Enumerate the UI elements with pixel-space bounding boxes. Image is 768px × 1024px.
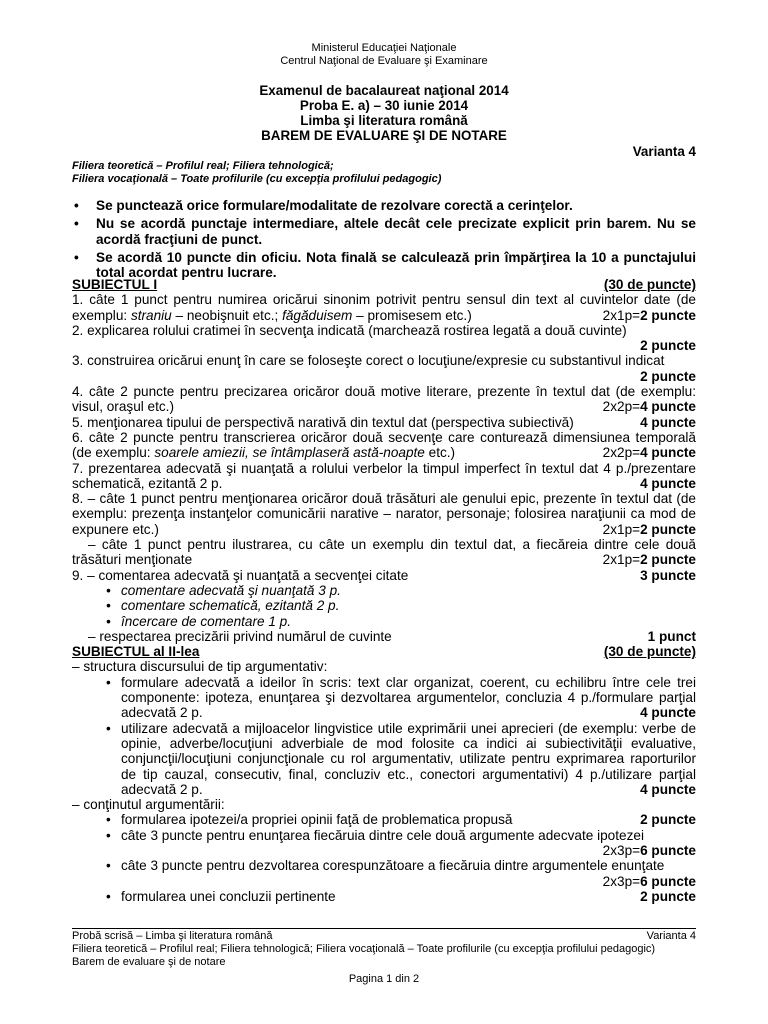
content-bullet-4: • formularea unei concluzii pertinente 2 puncte bbox=[72, 889, 696, 904]
page-footer bbox=[72, 928, 696, 969]
content-label: – conţinutul argumentării: bbox=[72, 797, 225, 813]
content-bullet-3: • câte 3 puncte pentru dezvoltarea corespunzătoare a fiecăruia dintre argumentele enunţate 2x3p=6 puncte bbox=[72, 858, 696, 889]
content-bullet-2: • câte 3 puncte pentru enunţarea fiecăruia dintre cele două argumente adecvate ipotezei 2x3p=6 puncte bbox=[72, 828, 696, 859]
footer-barem: Barem de evaluare şi de notare bbox=[72, 956, 226, 968]
item-4: 4. câte 2 puncte pentru precizarea oricăror două motive literare, prezente în textul dat (de exemplu: visul, oraşul etc.) 2x2p=4 puncte bbox=[72, 384, 696, 415]
exam-barem: BAREM DE EVALUARE ŞI DE NOTARE bbox=[261, 128, 507, 143]
content-bullet-1: • formularea ipotezei/a propriei opinii faţă de problematica propusă 2 puncte bbox=[72, 812, 696, 827]
exam-proba: Proba E. a) – 30 iunie 2014 bbox=[299, 98, 469, 113]
item-9-bullet: • comentare adecvată şi nuanţată 3 p. bbox=[72, 583, 696, 598]
section-title: SUBIECTUL I bbox=[72, 277, 158, 292]
rule-item: • Se acordă 10 puncte din oficiu. Nota finală se calculează prin împărţirea la 10 a punctajului total acordat pentru lucrare. bbox=[72, 250, 696, 281]
item-9-bullet: • încercare de comentare 1 p. bbox=[72, 614, 696, 629]
page-number: Pagina 1 din 2 bbox=[348, 973, 420, 985]
item-1: 1. câte 1 punct pentru numirea oricărui sinonim potrivit pentru sensul din text al cuvintelor date (de exemplu: straniu – neobişnuit etc.; făgăduisem – promisesem etc.) 2x1p=2 puncte bbox=[72, 292, 696, 323]
exam-subject: Limba şi literatura română bbox=[300, 113, 468, 128]
exam-title: Examenul de bacalaureat naţional 2014 bbox=[259, 83, 509, 98]
item-3: 3. construirea oricărui enunţ în care se foloseşte corect o locuţiune/expresie cu substantivul indicat 2 puncte bbox=[72, 353, 696, 384]
item-9: 9. – comentarea adecvată şi nuanţată a secvenţei citate 3 puncte bbox=[72, 567, 696, 583]
section-points: (30 de puncte) bbox=[603, 644, 696, 660]
rule-item: • Nu se acordă punctaje intermediare, altele decât cele precizate explicit prin barem. Nu se acordă fracţiuni de punct. bbox=[72, 216, 696, 247]
footer-exam: Probă scrisă – Limba şi literatura română bbox=[72, 930, 273, 942]
ministry-name: Ministerul Educaţiei Naţionale bbox=[311, 42, 457, 54]
item-6: 6. câte 2 puncte pentru transcrierea oricăror două secvenţe care conturează dimensiunea temporală (de exemplu: soarele amiezii, se întâmplaseră astă-noapte etc.) 2x2p=4 puncte bbox=[72, 429, 696, 461]
footer-variant: Varianta 4 bbox=[646, 930, 696, 942]
structure-bullet-2: • utilizare adecvată a mijloacelor lingvistice utile exprimării unei aprecieri (de exemplu: verbe de opinie, adverbe/locuţiuni adverbiale de mod folosite ca indici ai subiectivităţii evaluative, conjuncţii/locuţiuni conjuncţionale cu rol argumentativ, utilizate pentru exprimarea raporturilor de tip cauzal, consecutiv, final, concluziv etc., conectori argumentativi) 4 p./utilizare parţial adecvată 2 p. 4 puncte bbox=[72, 721, 696, 797]
barem-body bbox=[72, 277, 696, 904]
filiera-line-1: Filiera teoretică – Profilul real; Filiera tehnologică; bbox=[72, 160, 334, 172]
section-title: SUBIECTUL al II-lea bbox=[72, 644, 200, 660]
item-8a: 8. – câte 1 punct pentru menţionarea oricăror două trăsături ale genului epic, prezente în textul dat (de exemplu: prezenţa instanţelor comunicării narative – narator, personaje; folosirea naraţiunii ca mod de expunere etc.) 2x1p=2 puncte bbox=[72, 491, 696, 537]
rule-item: • Se punctează orice formulare/modalitate de rezolvare corectă a cerinţelor. bbox=[72, 198, 696, 213]
section-1-header bbox=[72, 277, 696, 292]
general-rules bbox=[72, 198, 696, 283]
footer-filiera: Filiera teoretică – Profilul real; Filiera tehnologică; Filiera vocaţională – Toate profilurile (cu excepţia profilului pedagogic) bbox=[72, 943, 656, 955]
variant-label: Varianta 4 bbox=[632, 144, 696, 159]
item-8b: – câte 1 punct pentru ilustrarea, cu câte un exemplu din textul dat, a fiecăreia dintre cele două trăsături menţionate 2x1p=2 puncte bbox=[72, 537, 696, 568]
item-5: 5. menţionarea tipului de perspectivă narativă din textul dat (perspectiva subiectivă) 4 puncte bbox=[72, 414, 696, 430]
filiera-line-2: Filiera vocaţională – Toate profilurile (cu excepţia profilului pedagogic) bbox=[72, 173, 442, 185]
item-9-bullet: • comentare schematică, ezitantă 2 p. bbox=[72, 598, 696, 613]
center-name: Centrul Naţional de Evaluare şi Examinare bbox=[280, 55, 488, 67]
item-9-words: – respectarea precizării privind numărul de cuvinte 1 punct bbox=[88, 628, 696, 644]
item-2: 2. explicarea rolului cratimei în secvenţa indicată (marchează rostirea legată a două cuvinte) 2 puncte bbox=[72, 322, 696, 354]
structure-bullet-1: • formulare adecvată a ideilor în scris: text clar organizat, coerent, cu echilibru între cele trei componente: ipoteza, enunţarea şi dezvoltarea argumentelor, concluzia 4 p./formulare parţial adecvată 2 p. 4 puncte bbox=[72, 675, 696, 721]
structure-label: – structura discursului de tip argumentativ: bbox=[72, 659, 328, 675]
section-2-header bbox=[72, 644, 696, 659]
section-points: (30 de puncte) bbox=[603, 277, 696, 292]
item-7: 7. prezentarea adecvată şi nuanţată a rolului verbelor la timpul imperfect în textul dat 4 p./prezentare schematică, ezitantă 2 p. 4 puncte bbox=[72, 460, 696, 491]
